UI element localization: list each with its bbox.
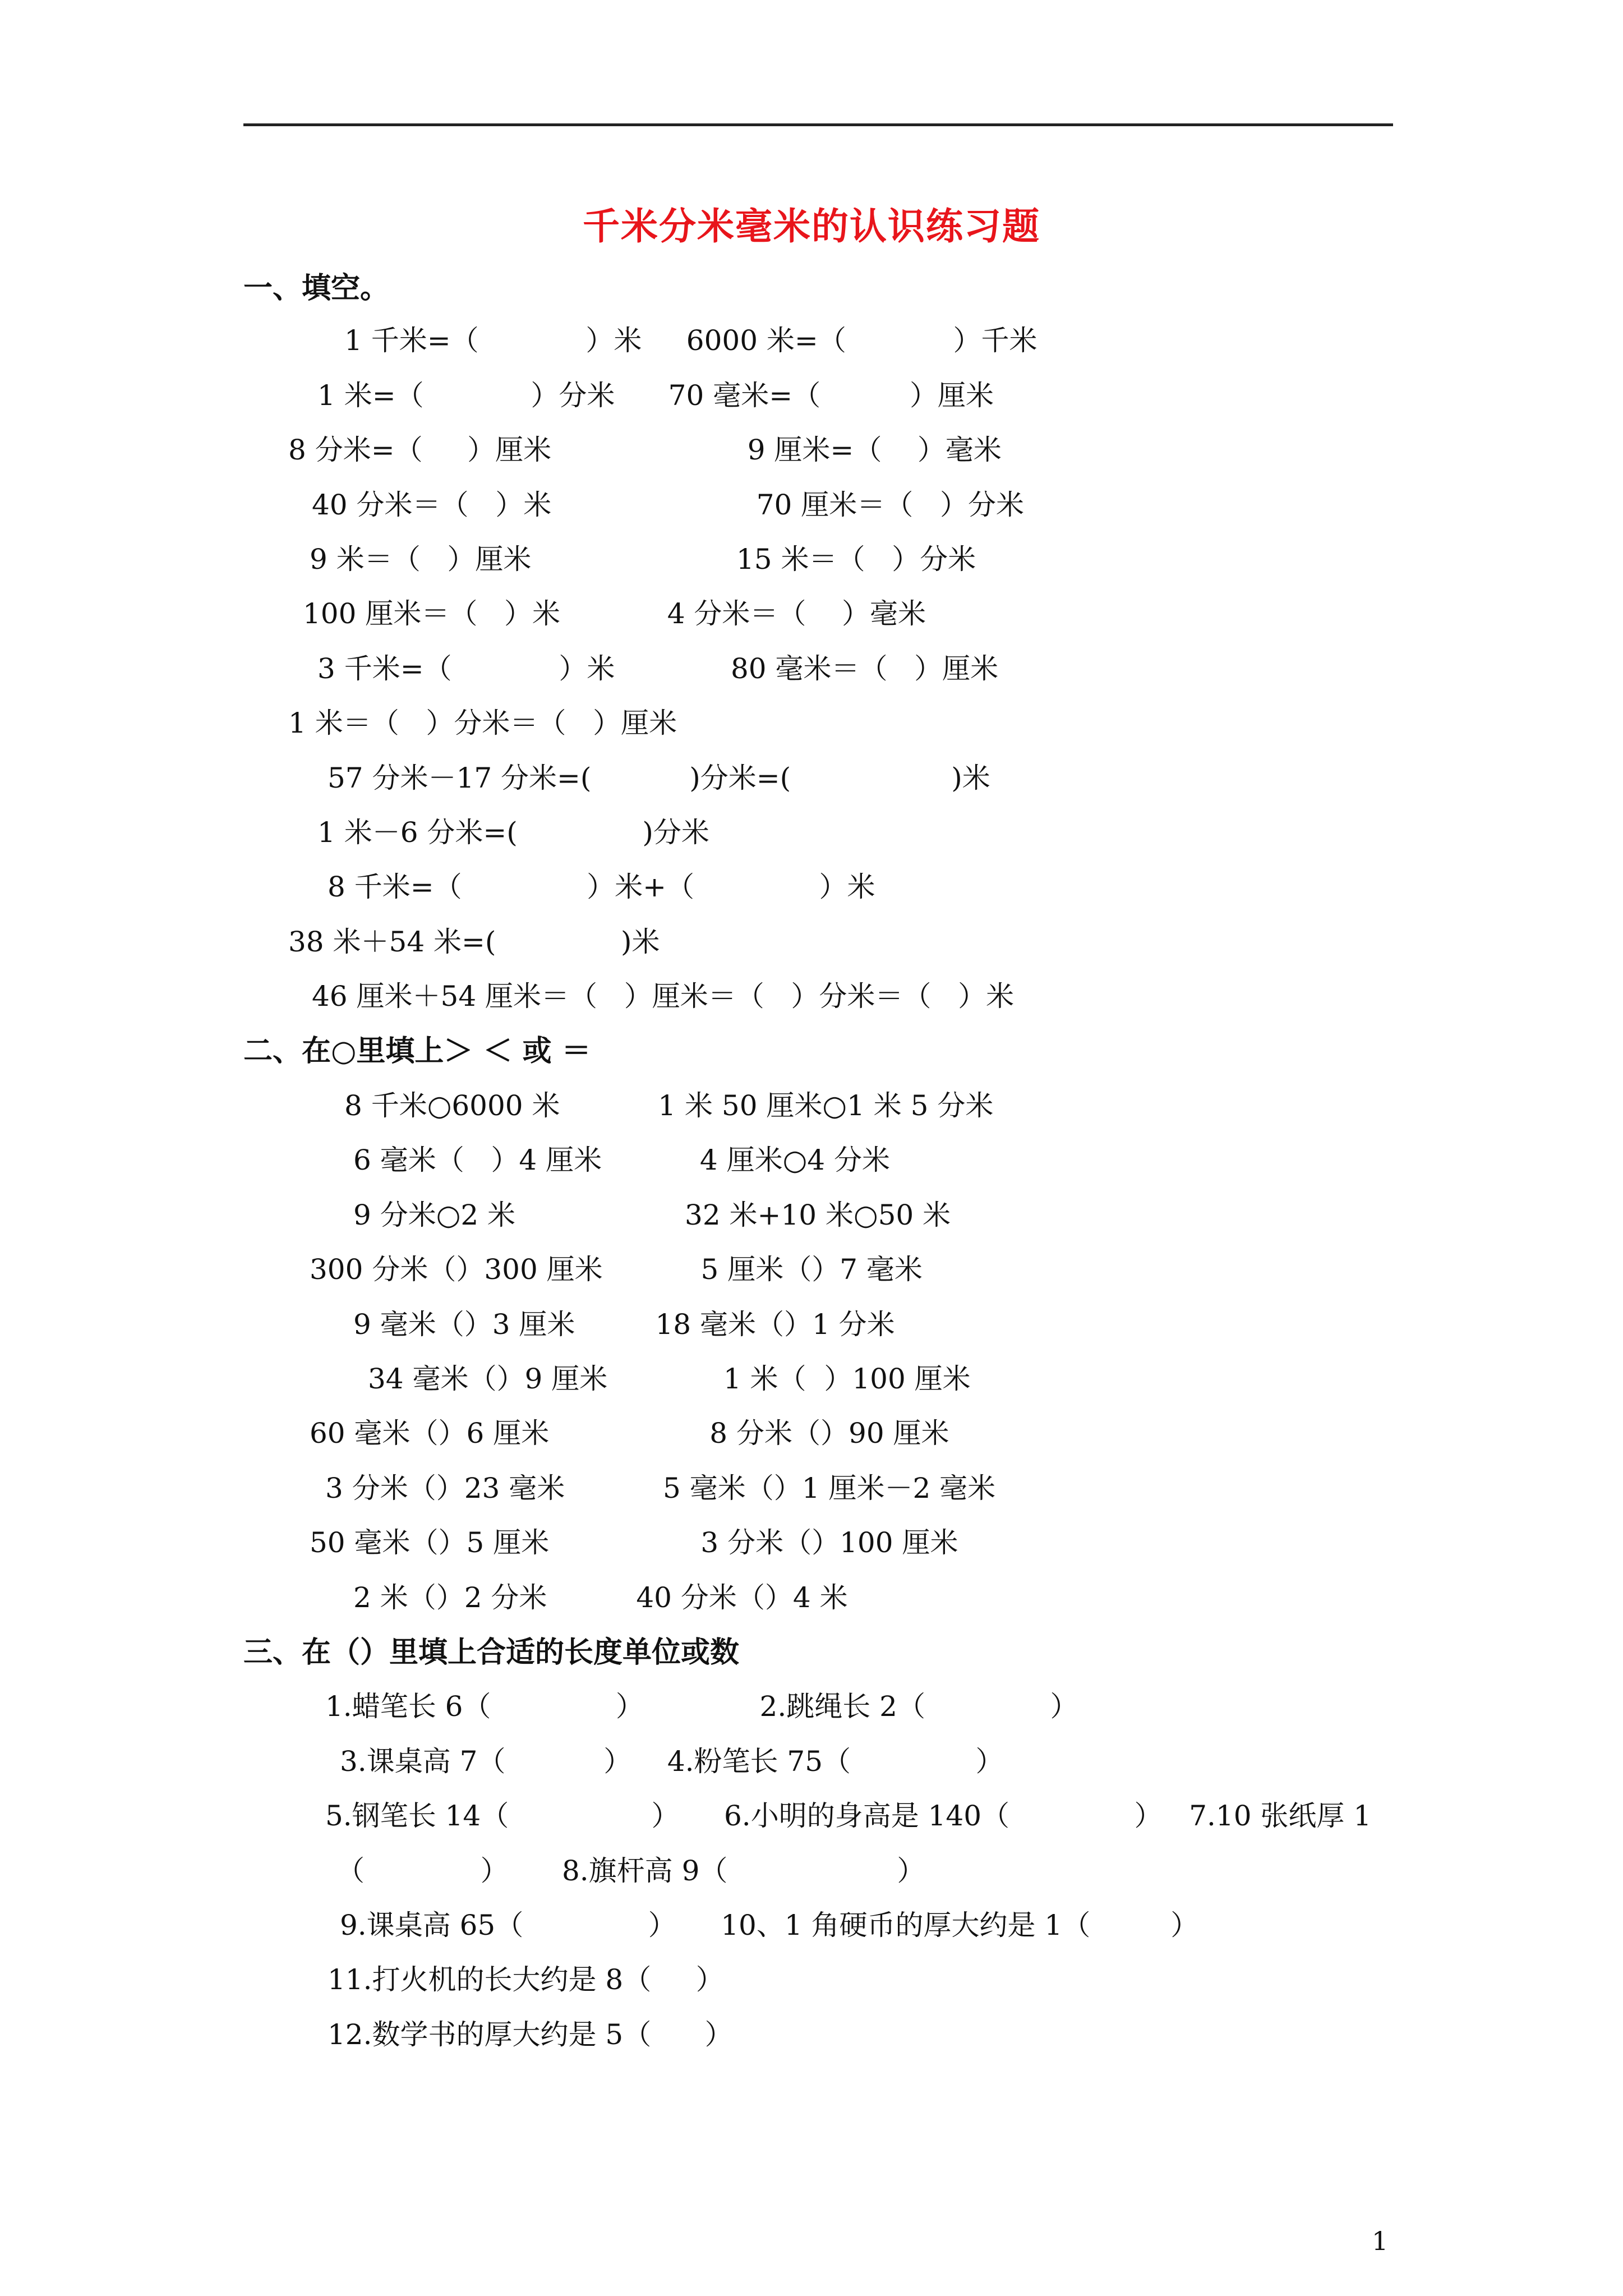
- fill-line-10: 1 米－6 分米=( )分米: [317, 816, 709, 849]
- compare-line-8: 3 分米（）23 毫米 5 毫米（）1 厘米－2 毫米: [325, 1472, 996, 1504]
- compare-line-3: 9 分米○2 米 32 米+10 米○50 米: [353, 1199, 951, 1231]
- fill-line-7: 3 千米=（ ）米 80 毫米＝（ ）厘米: [317, 652, 999, 685]
- fill-line-4: 40 分米＝（ ）米 70 厘米＝（ ）分米: [312, 489, 1024, 521]
- section1-heading: 一、填空。: [243, 271, 390, 305]
- fill-line-6: 100 厘米＝（ ）米 4 分米＝（ ）毫米: [303, 597, 926, 630]
- compare-line-6: 34 毫米（）9 厘米 1 米（ ）100 厘米: [368, 1363, 971, 1395]
- compare-line-9: 50 毫米（）5 厘米 3 分米（）100 厘米: [310, 1526, 958, 1559]
- unit-line-1: 1.蜡笔长 6（ ） 2.跳绳长 2（ ）: [325, 1690, 1078, 1723]
- fill-line-2: 1 米=（ ）分米 70 毫米=（ ）厘米: [317, 379, 994, 412]
- fill-line-11: 8 千米=（ ）米+（ ）米: [328, 871, 875, 903]
- unit-line-2: 3.课桌高 7（ ） 4.粉笔长 75（ ）: [340, 1745, 1004, 1778]
- unit-line-7: 12.数学书的厚大约是 5（ ）: [328, 2018, 733, 2051]
- fill-line-9: 57 分米－17 分米=( )分米=( )米: [328, 762, 990, 794]
- fill-line-12: 38 米＋54 米=( )米: [288, 926, 660, 958]
- compare-line-5: 9 毫米（）3 厘米 18 毫米（）1 分米: [353, 1308, 895, 1341]
- compare-line-2: 6 毫米（ ）4 厘米 4 厘米○4 分米: [353, 1144, 890, 1176]
- compare-line-10: 2 米（）2 分米 40 分米（）4 米: [353, 1581, 848, 1614]
- page-title: 千米分米毫米的认识练习题: [583, 204, 1040, 248]
- fill-line-5: 9 米＝（ ）厘米 15 米＝（ ）分米: [310, 543, 976, 576]
- fill-line-3: 8 分米=（ ）厘米 9 厘米=（ ）毫米: [288, 434, 1002, 466]
- compare-line-4: 300 分米（）300 厘米 5 厘米（）7 毫米: [310, 1253, 923, 1286]
- unit-line-6: 11.打火机的长大约是 8（ ）: [328, 1963, 724, 1996]
- compare-line-1: 8 千米○6000 米 1 米 50 厘米○1 米 5 分米: [344, 1089, 994, 1122]
- fill-line-13: 46 厘米＋54 厘米＝（ ）厘米＝（ ）分米＝（ ）米: [312, 980, 1015, 1013]
- unit-line-4: （ ） 8.旗杆高 9（ ）: [336, 1855, 925, 1887]
- fill-line-8: 1 米＝（ ）分米＝（ ）厘米: [288, 707, 677, 739]
- fill-line-1: 1 千米=（ ）米 6000 米=（ ）千米: [344, 324, 1038, 357]
- section3-heading: 三、在（）里填上合适的长度单位或数: [243, 1635, 740, 1669]
- compare-line-7: 60 毫米（）6 厘米 8 分米（）90 厘米: [310, 1417, 949, 1450]
- header-rule: [243, 123, 1393, 126]
- section2-heading: 二、在○里填上＞ ＜ 或 ＝: [243, 1034, 591, 1068]
- unit-line-3: 5.钢笔长 14（ ） 6.小明的身高是 140（ ） 7.10 张纸厚 1: [325, 1800, 1372, 1832]
- unit-line-5: 9.课桌高 65（ ） 10、1 角硬币的厚大约是 1（ ）: [340, 1909, 1199, 1941]
- page-number: 1: [1372, 2226, 1389, 2256]
